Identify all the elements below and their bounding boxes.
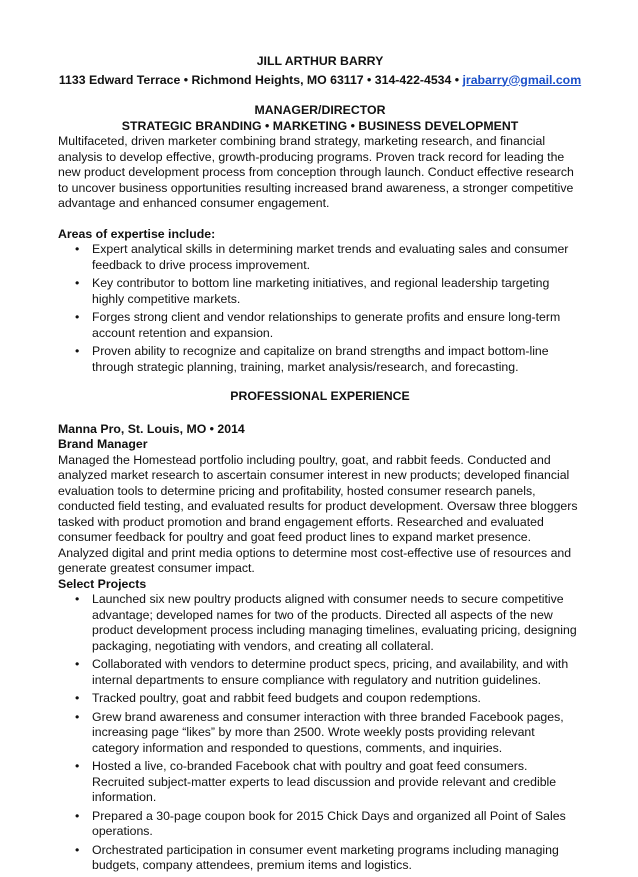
list-item bbox=[58, 759, 582, 806]
projects-heading: Select Projects bbox=[58, 576, 147, 591]
job-title-heading: MANAGER/DIRECTOR bbox=[254, 103, 386, 117]
role-description: Managed the Homestead portfolio including poultry, goat, and rabbit feeds. Conducted and analyzed market research to ascertain consumer interest in new products; developed financial evaluation tools to determine pricing and profitability, hosted consumer research panels, conducted field testing, and evaluated results for product development. Oversaw three bloggers tasked with product promotion and brand engagement efforts. Researched and evaluated consumer feedback for poultry and goat feed product lines to expand market presence. Analyzed digital and print media options to determine most cost-effective use of resources and generate greatest consumer impact. bbox=[58, 452, 578, 575]
specialties-heading: STRATEGIC BRANDING • MARKETING • BUSINESS DEVELOPMENT bbox=[121, 118, 519, 133]
list-item-text: Hosted a live, co-branded Facebook chat with poultry and goat feed consumers. Recruited subject-matter experts to lead discussion and provide relevant and credible information. bbox=[92, 759, 557, 804]
list-item-text: Proven ability to recognize and capitalize on brand strengths and impact bottom-line through strategic planning, training, market analysis/research, and forecasting. bbox=[92, 344, 549, 374]
bullet-icon: • bbox=[75, 242, 80, 256]
list-item bbox=[58, 691, 582, 707]
bullet-icon: • bbox=[75, 276, 80, 290]
bullet-icon: • bbox=[75, 759, 80, 773]
candidate-name: JILL ARTHUR BARRY bbox=[256, 54, 384, 68]
bullet-icon: • bbox=[75, 842, 80, 857]
list-item-text: Collaborated with vendors to determine product specs, pricing, and availability, and with internal departments to ensure compliance with regulatory and nutrition guidelines. bbox=[92, 657, 569, 687]
list-item-text: Grew brand awareness and consumer interaction with three branded Facebook pages, increasing page “likes” by more than 2500. Wrote weekly posts providing relevant category information and responded to questions, comments, and inquiries. bbox=[92, 709, 564, 755]
contact-line bbox=[58, 73, 582, 89]
list-item bbox=[58, 657, 582, 688]
expertise-list bbox=[58, 242, 582, 375]
list-item bbox=[58, 710, 582, 757]
bullet-icon: • bbox=[75, 691, 80, 705]
role-title: Brand Manager bbox=[58, 437, 148, 451]
list-item bbox=[58, 344, 582, 375]
list-item-text: Prepared a 30-page coupon book for 2015 Chick Days and organized all Point of Sales operations. bbox=[92, 808, 566, 838]
projects-list bbox=[58, 592, 582, 874]
list-item bbox=[58, 809, 582, 840]
summary-paragraph: Multifaceted, driven marketer combining brand strategy, marketing research, and financial analysis to develop effective, growth-producing programs. Proven track record for leading the new product development process from conception through launch. Conduct effective research to uncover business opportunities resulting increased brand awareness, a stronger competitive advantage and enhanced consumer engagement. bbox=[58, 134, 574, 210]
list-item bbox=[58, 242, 582, 273]
list-item bbox=[58, 592, 582, 654]
company-line: Manna Pro, St. Louis, MO • 2014 bbox=[58, 421, 245, 436]
list-item-text: Launched six new poultry products aligned with consumer needs to secure competitive advantage; developed names for two of the products. Directed all aspects of the new product development process including managing timelines, evaluating pricing, designing packaging, negotiating with vendors, and creating all collateral. bbox=[92, 592, 577, 653]
experience-heading: PROFESSIONAL EXPERIENCE bbox=[230, 389, 410, 403]
list-item-text: Key contributor to bottom line marketing initiatives, and regional leadership targeting highly competitive markets. bbox=[92, 276, 550, 306]
bullet-icon: • bbox=[75, 344, 80, 358]
bullet-icon: • bbox=[75, 709, 80, 724]
bullet-icon: • bbox=[75, 808, 80, 823]
bullet-icon: • bbox=[75, 310, 80, 324]
expertise-heading: Areas of expertise include: bbox=[58, 226, 216, 241]
list-item-text: Forges strong client and vendor relationships to generate profits and ensure long-term account retention and expansion. bbox=[92, 310, 561, 340]
list-item-text: Tracked poultry, goat and rabbit feed budgets and coupon redemptions. bbox=[92, 691, 481, 705]
email-link[interactable]: jrabarry@gmail.com bbox=[462, 72, 582, 87]
resume-content bbox=[58, 54, 582, 877]
bullet-icon: • bbox=[75, 657, 80, 671]
list-item-text: Expert analytical skills in determining market trends and evaluating sales and consumer feedback to drive process improvement. bbox=[92, 242, 569, 272]
bullet-icon: • bbox=[75, 592, 80, 606]
list-item-text: Orchestrated participation in consumer event marketing programs including managing budgets, company attendees, premium items and logistics. bbox=[92, 842, 559, 872]
list-item bbox=[58, 843, 582, 874]
contact-details: 1133 Edward Terrace • Richmond Heights, MO 63117 • 314-422-4534 • bbox=[58, 72, 463, 87]
list-item bbox=[58, 310, 582, 341]
list-item bbox=[58, 276, 582, 307]
